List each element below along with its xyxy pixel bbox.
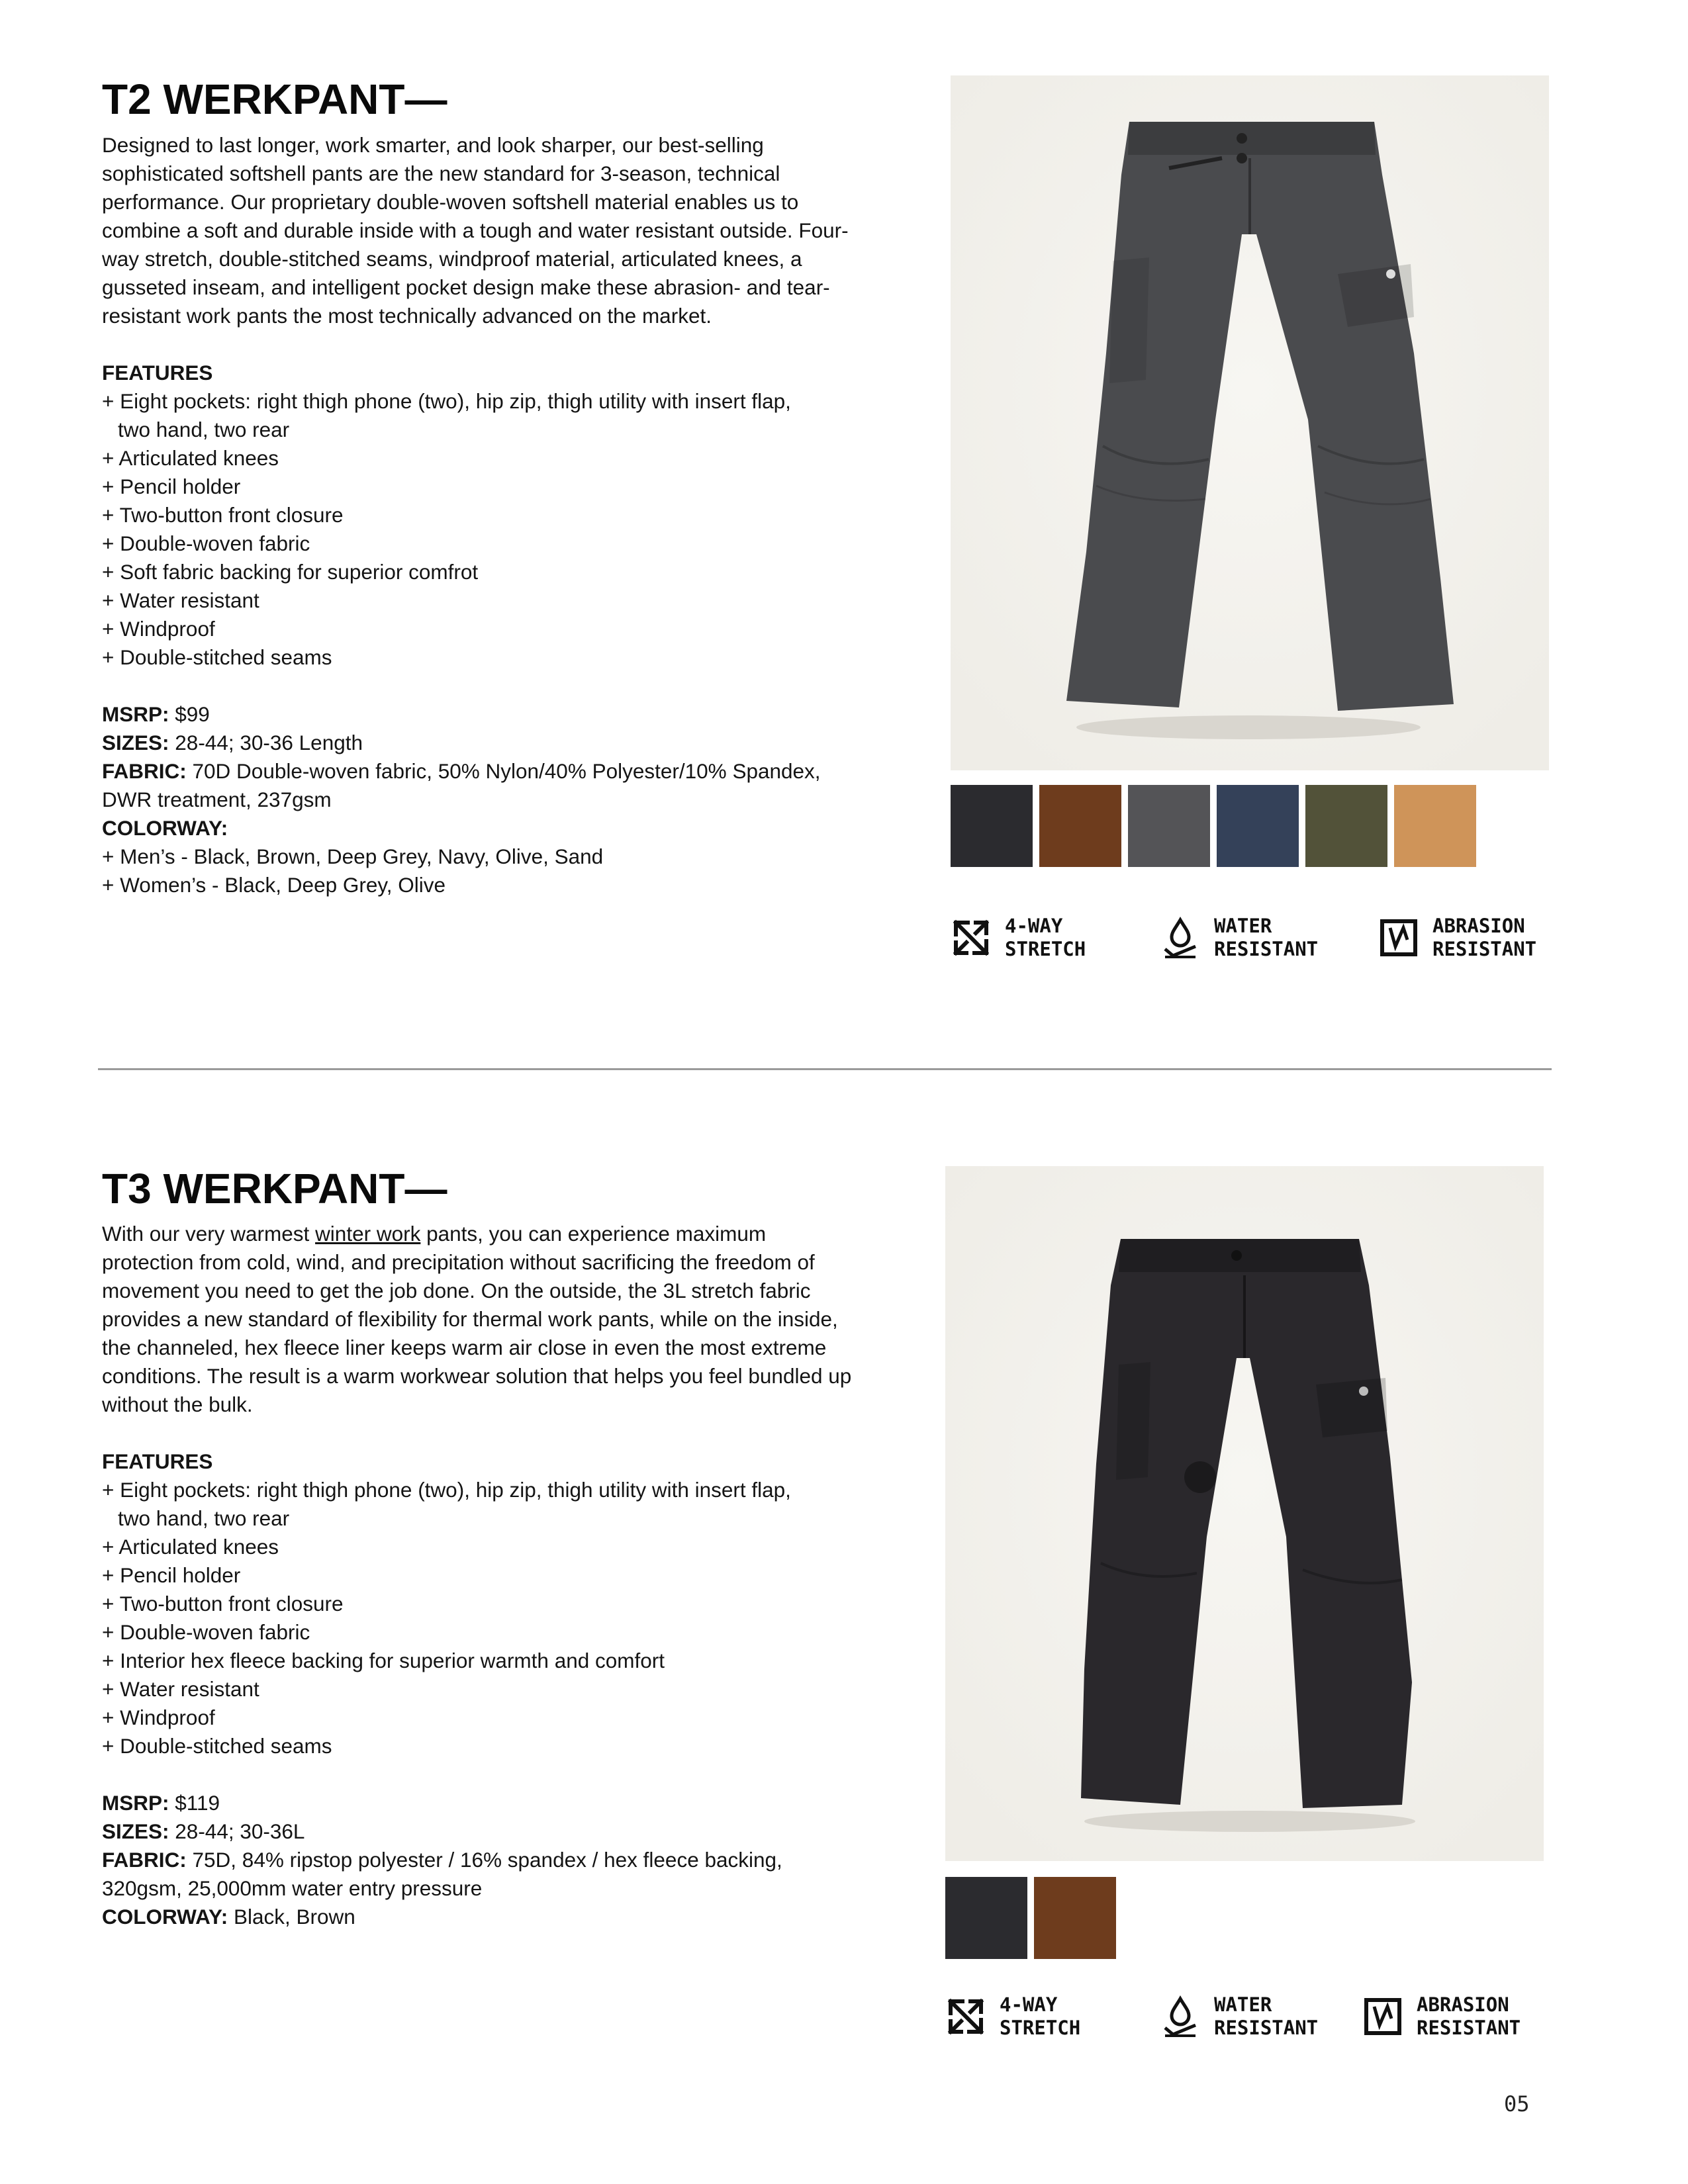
badge-water-resistant: [1158, 1993, 1318, 2040]
color-swatches: [945, 1877, 1116, 1959]
fabric-line-2: 320gsm, 25,000mm water entry pressure: [102, 1876, 483, 1900]
water-resistant-icon: [1158, 916, 1202, 960]
msrp-line: [102, 700, 857, 729]
feature-item: + Double-stitched seams: [102, 645, 332, 669]
feature-item: + Pencil holder: [102, 475, 241, 498]
fabric-line: [102, 757, 857, 786]
pants-illustration: [945, 1166, 1544, 1861]
color-swatch: [1034, 1877, 1116, 1959]
feature-item: + Windproof: [102, 1706, 215, 1729]
badge-label: 4-WAY STRETCH: [1005, 915, 1086, 960]
colorway-label: COLORWAY:: [102, 1905, 228, 1929]
sizes-line: [102, 729, 857, 757]
feature-item: + Soft fabric backing for superior comfrot: [102, 560, 479, 584]
product-title: T3 WERKPANT—: [102, 1165, 447, 1212]
product-title: T2 WERKPANT—: [102, 75, 447, 123]
product-description: Designed to last longer, work smarter, and look sharper, our best-selling sophisticated softshell pants are the new standard for 3-season, technical performance. Our proprietary double-woven softshell material enables us to combine a soft and durable inside with a tough and water resistant outside. Four-way stretch, double-stitched seams, windproof material, articulated knees, a gusseted inseam, and intelligent pocket design make these abrasion- and tear-resistant work pants the most technically advanced on the market.: [102, 133, 849, 328]
feature-item: + Interior hex fleece backing for superior warmth and comfort: [102, 1649, 665, 1672]
msrp-label: MSRP:: [102, 1791, 169, 1815]
badge-four-way-stretch: [949, 915, 1086, 961]
fabric-label: FABRIC:: [102, 759, 187, 783]
product-photo: [945, 1166, 1544, 1861]
feature-item: + Windproof: [102, 617, 215, 641]
msrp-label: MSRP:: [102, 702, 169, 726]
feature-item: + Articulated knees: [102, 446, 279, 470]
page-number: 05: [1504, 2091, 1530, 2116]
badge-label: WATER RESISTANT: [1214, 1993, 1319, 2039]
feature-item: + Eight pockets: right thigh phone (two), hip zip, thigh utility with insert flap,: [102, 1478, 791, 1502]
sizes-label: SIZES:: [102, 731, 169, 754]
feature-item: + Articulated knees: [102, 1535, 279, 1559]
product-description: With our very warmest winter work pants, you can experience maximum protection from cold, wind, and precipitation without sacrificing the freedom of movement you need to get the job done. On the outside, the 3L stretch fabric provides a new standard of flexibility for thermal work pants, while on the inside, the channeled, hex fleece liner keeps warm air close in even the most extreme conditions. The result is a warm workwear solution that helps you feel bundled up without the bulk.: [102, 1222, 852, 1416]
sizes-line: [102, 1817, 857, 1846]
color-swatch: [1305, 785, 1387, 867]
product-text: [102, 131, 857, 899]
badge-label: WATER RESISTANT: [1214, 915, 1319, 960]
msrp-value: $119: [175, 1791, 220, 1815]
badge-water-resistant: [1158, 915, 1318, 961]
colorway-line: [102, 1903, 857, 1931]
product-text: [102, 1220, 857, 1931]
feature-item: + Eight pockets: right thigh phone (two), hip zip, thigh utility with insert flap,: [102, 389, 791, 413]
abrasion-resistant-icon: [1361, 1995, 1405, 2038]
color-swatch: [945, 1877, 1027, 1959]
four-way-stretch-icon: [944, 1995, 988, 2038]
colorway-value: Black, Brown: [233, 1905, 355, 1929]
badge-label: ABRASION RESISTANT: [1417, 1993, 1521, 2039]
color-swatch: [951, 785, 1033, 867]
feature-item: + Water resistant: [102, 1677, 259, 1701]
color-swatch: [1394, 785, 1476, 867]
badge-abrasion-resistant: [1377, 915, 1536, 961]
feature-item: + Two-button front closure: [102, 1592, 344, 1615]
feature-item: + Double-woven fabric: [102, 1620, 310, 1644]
fabric-line-2: DWR treatment, 237gsm: [102, 788, 332, 811]
water-resistant-icon: [1158, 1995, 1202, 2038]
fabric-line: [102, 1846, 857, 1874]
sizes-value: 28-44; 30-36 Length: [175, 731, 363, 754]
colorway-womens: + Women’s - Black, Deep Grey, Olive: [102, 873, 446, 897]
feature-item: + Water resistant: [102, 588, 259, 612]
color-swatch: [1217, 785, 1299, 867]
msrp-line: [102, 1789, 857, 1817]
feature-item: + Double-woven fabric: [102, 531, 310, 555]
color-swatches: [951, 785, 1476, 867]
badge-four-way-stretch: [944, 1993, 1080, 2040]
feature-item: two hand, two rear: [118, 418, 290, 441]
color-swatch: [1039, 785, 1121, 867]
sizes-value: 28-44; 30-36L: [175, 1819, 305, 1843]
badge-abrasion-resistant: [1361, 1993, 1521, 2040]
colorway-label: COLORWAY:: [102, 816, 228, 840]
fabric-value: 70D Double-woven fabric, 50% Nylon/40% Polyester/10% Spandex,: [192, 759, 821, 783]
product-photo: [951, 75, 1549, 770]
winter-work-link[interactable]: winter work: [315, 1222, 421, 1246]
feature-item: two hand, two rear: [118, 1506, 290, 1530]
pants-illustration: [951, 75, 1549, 770]
features-heading: FEATURES: [102, 1449, 213, 1473]
badge-label: 4-WAY STRETCH: [1000, 1993, 1081, 2039]
feature-item: + Double-stitched seams: [102, 1734, 332, 1758]
sizes-label: SIZES:: [102, 1819, 169, 1843]
msrp-value: $99: [175, 702, 210, 726]
colorway-mens: + Men’s - Black, Brown, Deep Grey, Navy, Olive, Sand: [102, 844, 604, 868]
abrasion-resistant-icon: [1377, 916, 1421, 960]
color-swatch: [1128, 785, 1210, 867]
fabric-label: FABRIC:: [102, 1848, 187, 1872]
fabric-value: 75D, 84% ripstop polyester / 16% spandex / hex fleece backing,: [192, 1848, 782, 1872]
feature-item: + Pencil holder: [102, 1563, 241, 1587]
features-heading: FEATURES: [102, 361, 213, 385]
section-divider: [98, 1068, 1552, 1070]
four-way-stretch-icon: [949, 916, 993, 960]
badge-label: ABRASION RESISTANT: [1432, 915, 1537, 960]
feature-item: + Two-button front closure: [102, 503, 344, 527]
